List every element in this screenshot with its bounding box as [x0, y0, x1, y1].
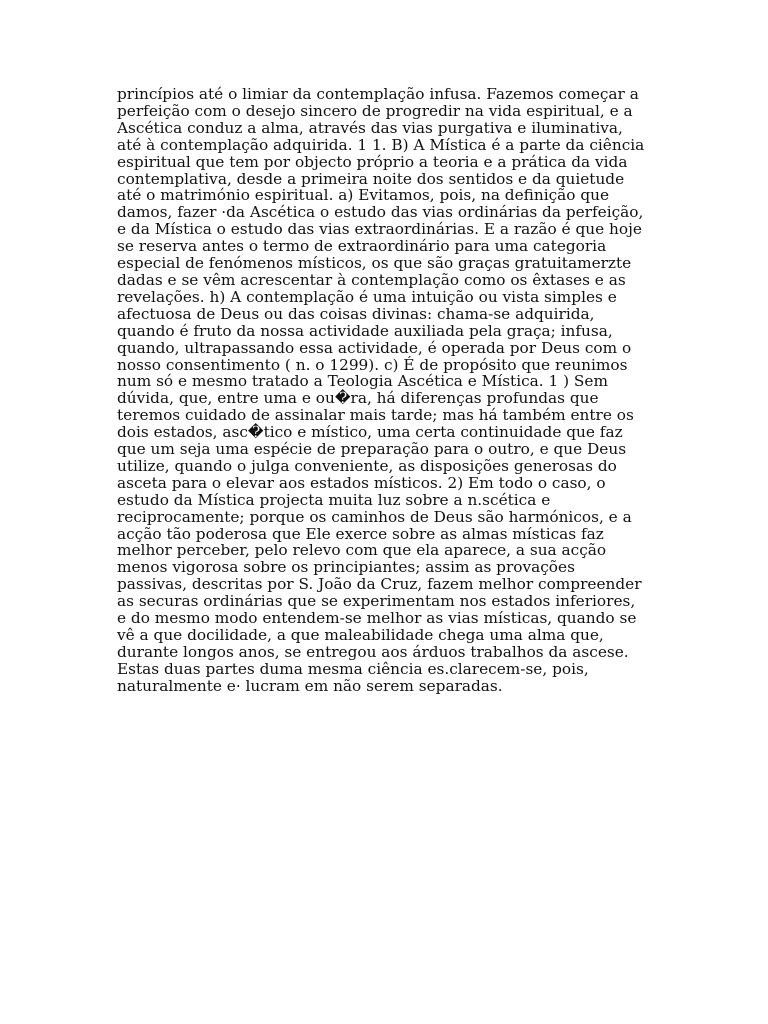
text-line: dois estados, asc�tico e místico, uma certa continuidade que faz — [117, 423, 623, 442]
text-line: perfeição com o desejo sincero de progredir na vida espiritual, e a — [117, 101, 633, 120]
text-line: quando, ultrapassando essa actividade, é operada por Deus com o — [117, 338, 632, 357]
text-line: afectuosa de Deus ou das coisas divinas: chama-se adquirida, — [117, 304, 595, 323]
text-line: Estas duas partes duma mesma ciência es.clarecem-se, pois, — [117, 659, 589, 678]
text-line: num só e mesmo tratado a Teologia Ascética e Mística. 1 ) Sem — [117, 372, 608, 391]
text-line: reciprocamente; porque os caminhos de Deus são harmónicos, e a — [117, 507, 632, 526]
text-line: durante longos anos, se entregou aos árduos trabalhos da ascese. — [117, 642, 629, 661]
text-line: nosso consentimento ( n. o 1299). c) É de propósito que reunimos — [117, 355, 628, 374]
text-line: se reserva antes o termo de extraordinário para uma categoria — [117, 237, 607, 256]
text-line: dadas e se vêm acrescentar à contemplação como os êxtases e as — [117, 270, 626, 289]
text-line: teremos cuidado de assinalar mais tarde; mas há também entre os — [117, 406, 634, 425]
text-line: naturalmente e· lucram em não serem separadas. — [117, 676, 503, 695]
text-line: que um seja uma espécie de preparação para o outro, e que Deus — [117, 440, 627, 459]
text-line: as securas ordinárias que se experimentam nos estados inferiores, — [117, 592, 636, 611]
text-line: especial de fenómenos místicos, os que são graças gratuitamerzte — [117, 254, 632, 273]
text-line: estudo da Mística projecta muita luz sobre a n.scética e — [117, 490, 551, 509]
text-line: espiritual que tem por objecto próprio a teoria e a prática da vida — [117, 152, 628, 171]
text-line: vê a que docilidade, a que maleabilidade chega uma alma que, — [117, 626, 604, 644]
text-line: e do mesmo modo entendem-se melhor as vias místicas, quando se — [117, 609, 637, 628]
text-line: princípios até o limiar da contemplação infusa. Fazemos começar a — [117, 85, 639, 103]
text-line: melhor perceber, pelo relevo com que ela aparece, a sua acção — [117, 541, 607, 560]
body-text — [117, 86, 662, 695]
text-line: utilize, quando o julga conveniente, as disposições generosas do — [117, 456, 617, 475]
text-line: Ascética conduz a alma, através das vias purgativa e iluminativa, — [117, 118, 623, 137]
text-line: acção tão poderosa que Ele exerce sobre as almas místicas faz — [117, 524, 604, 543]
text-line: até o matrimónio espiritual. a) Evitamos, pois, na definição que — [117, 186, 610, 205]
text-line: quando é fruto da nossa actividade auxiliada pela graça; infusa, — [117, 321, 613, 340]
text-line: damos, fazer ·da Ascética o estudo das vias ordinárias da perfeição, — [117, 203, 644, 222]
text-line: dúvida, que, entre uma e ou�ra, há diferenças profundas que — [117, 389, 599, 408]
text-line: asceta para o elevar aos estados místicos. 2) Em todo o caso, o — [117, 473, 606, 492]
text-line: passivas, descritas por S. João da Cruz, fazem melhor compreender — [117, 575, 642, 594]
text-line: revelações. h) A contemplação é uma intuição ou vista simples e — [117, 287, 617, 306]
text-line: e da Mística o estudo das vias extraordinárias. E a razão é que hoje — [117, 220, 642, 239]
text-line: até à contemplação adquirida. 1 1. B) A Mística é a parte da ciência — [117, 135, 645, 154]
text-line: menos vigorosa sobre os principiantes; assim as provações — [117, 558, 575, 577]
text-line: contemplativa, desde a primeira noite dos sentidos e da quietude — [117, 169, 625, 188]
